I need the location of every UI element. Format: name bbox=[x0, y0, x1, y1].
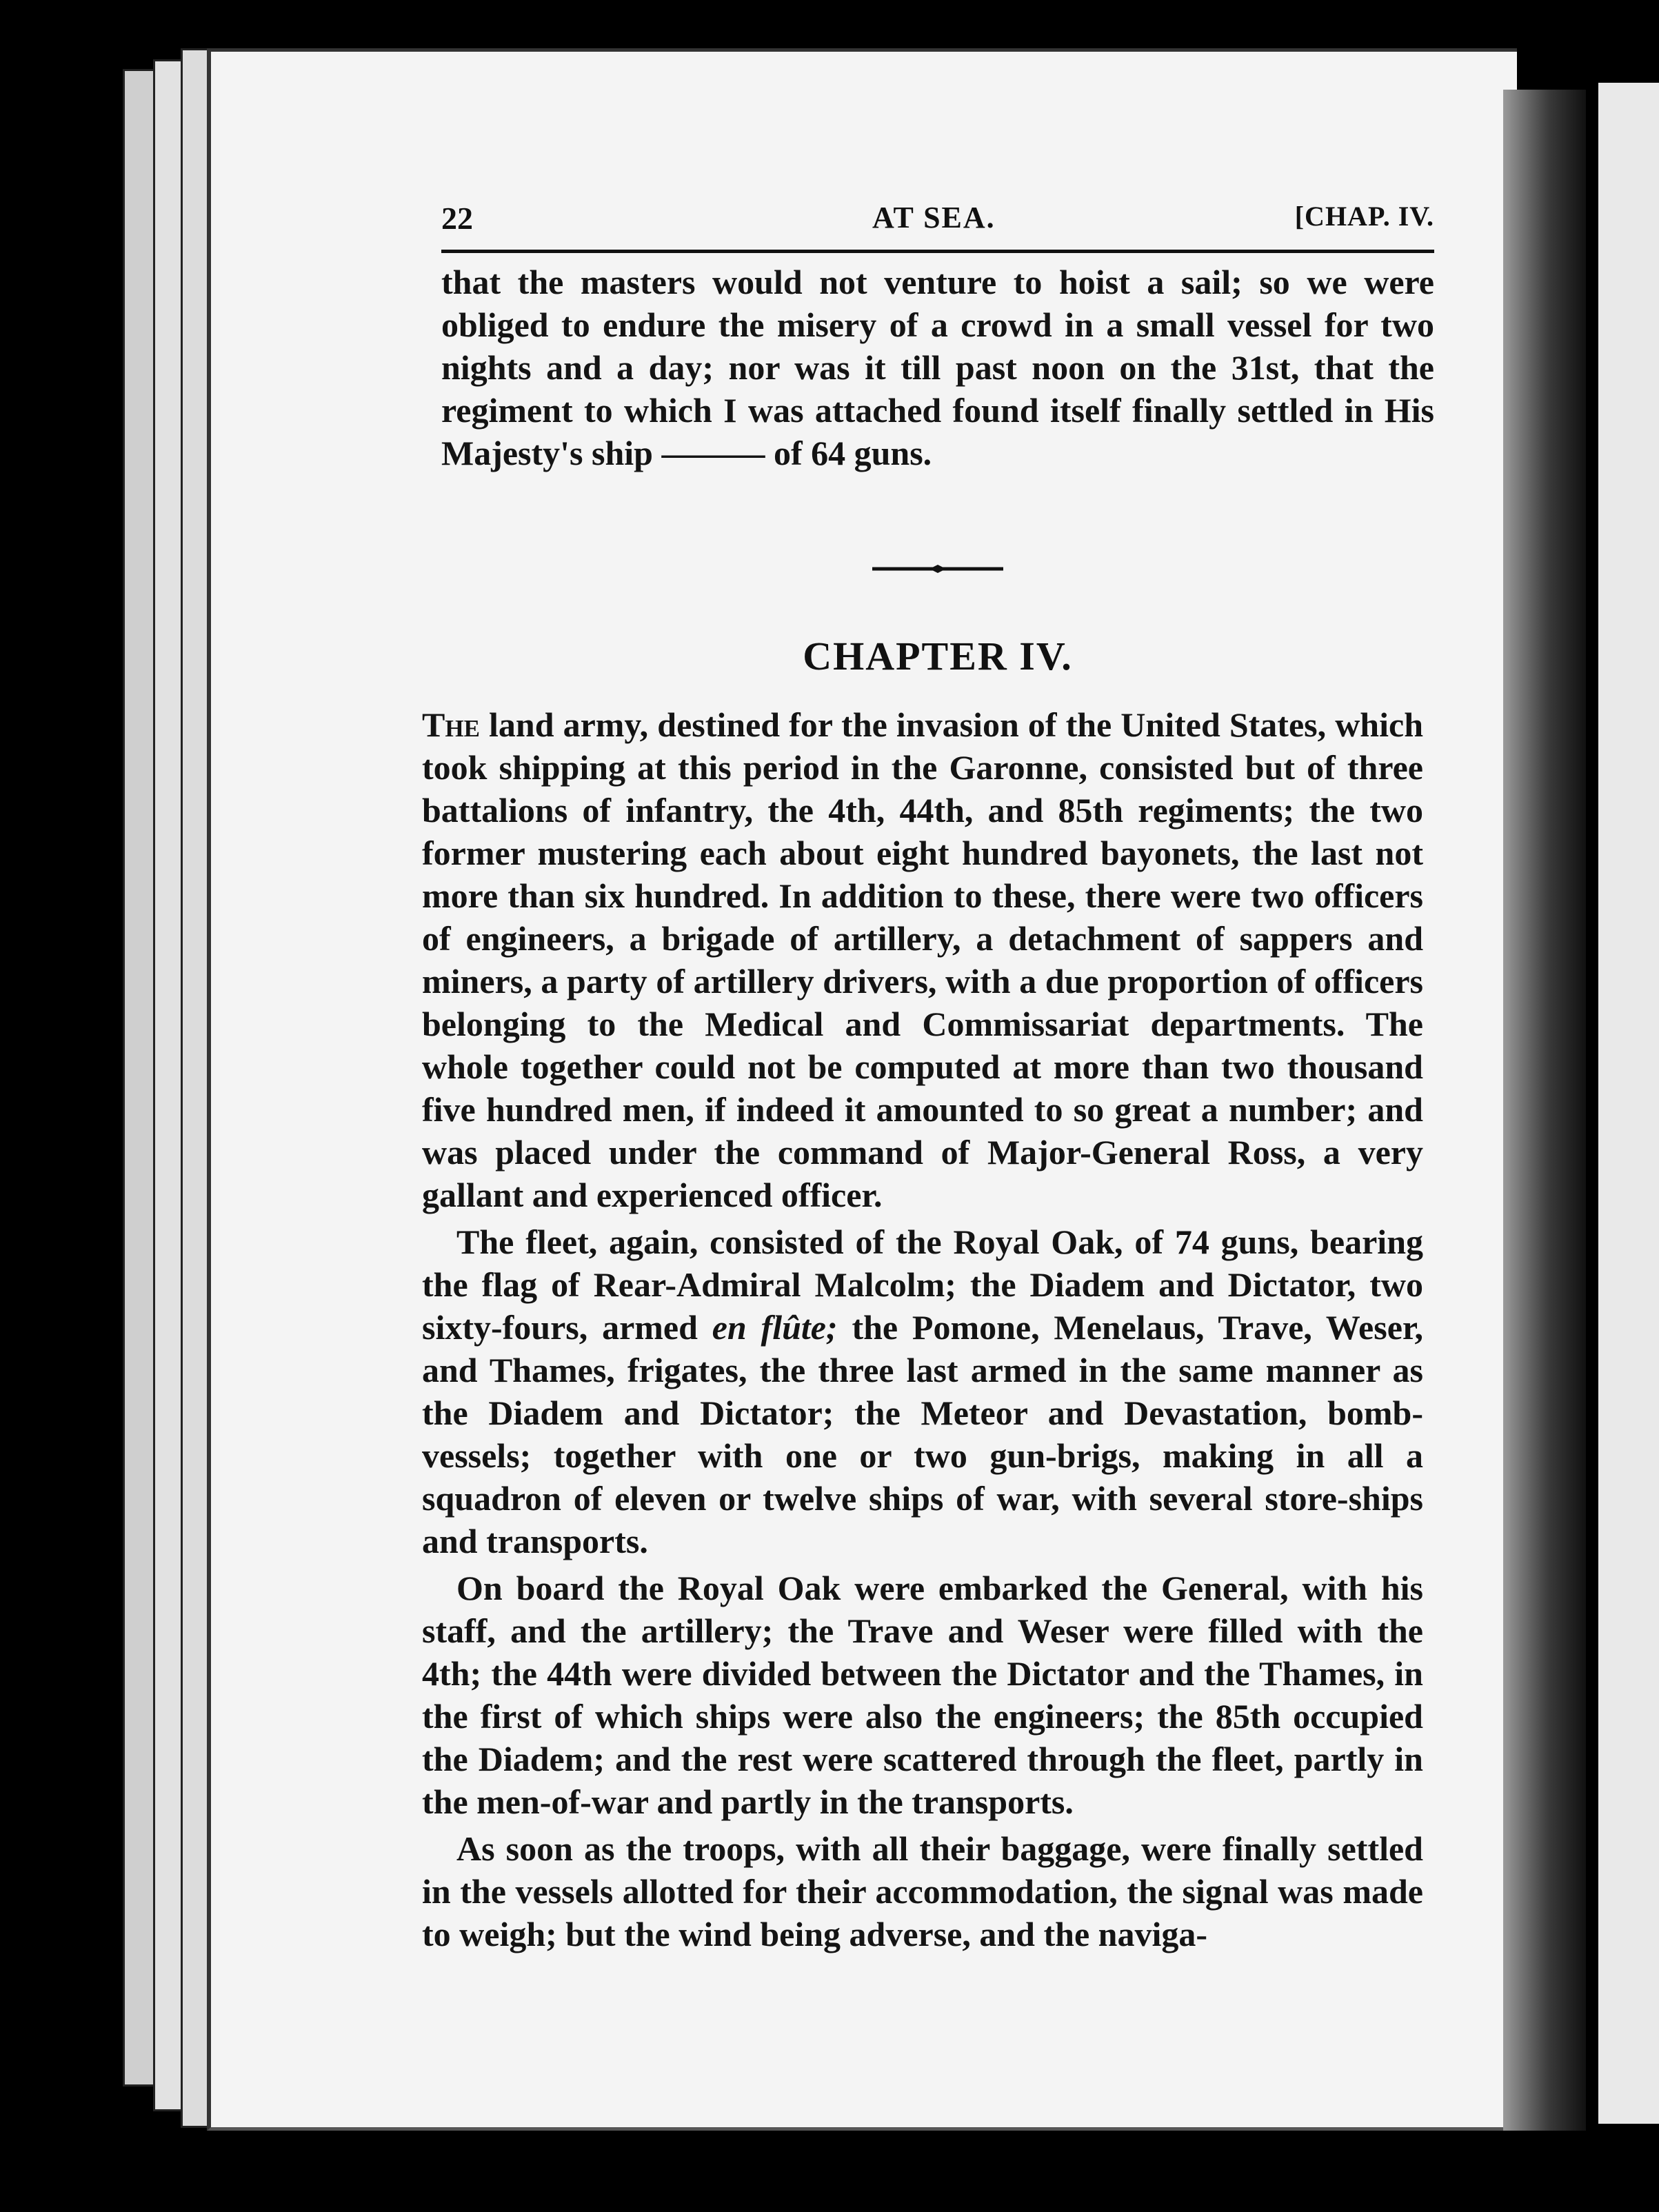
paragraph-lead-word: The bbox=[422, 705, 480, 744]
italic-phrase: en flûte; bbox=[712, 1308, 838, 1347]
paragraph bbox=[422, 703, 1423, 1216]
running-header bbox=[234, 200, 1434, 255]
paragraph bbox=[422, 1220, 1423, 1562]
next-page-sliver bbox=[1598, 83, 1659, 2124]
page-gutter bbox=[1503, 90, 1586, 2131]
chapter-heading: CHAPTER IV. bbox=[803, 634, 1073, 678]
chapter-body bbox=[422, 703, 1423, 1960]
paragraph-text: land army, destined for the invasion of the United States, which took shipping at this period in the Garonne, consisted but of three battalions of infantry, the 4th, 44th, and 85th regiments; the two former mustering each about eight hundred bayonets, the last not more than six hundred. In addition to these, there were two officers of engineers, a brigade of artillery, a detachment of sappers and miners, a party of artillery drivers, with a due proportion of officers belonging to the Medical and Commissariat departments. The whole together could not be computed at more than two thousand five hundred men, if indeed it amounted to so great a number; and was placed under the command of Major-General Ross, a very gallant and experienced officer. bbox=[422, 705, 1423, 1214]
section-divider-ornament bbox=[872, 564, 1003, 574]
paragraph-text: The fleet, again, consisted of the Royal Oak, of 74 guns, bearing the flag of Rear-Admiral Malcolm; the Diadem and Dictator, two sixty-fours, armed bbox=[422, 1223, 1423, 1347]
paragraph-text: As soon as the troops, with all their baggage, were finally settled in the vessels allotted for their accommodation, the signal was made to weigh; but the wind being adverse, and the naviga- bbox=[422, 1829, 1423, 1953]
page-number: 22 bbox=[441, 201, 473, 236]
paragraph bbox=[422, 1567, 1423, 1823]
paragraph-text: that the masters would not venture to hoist a sail; so we were obliged to endure the misery of a crowd in a small vessel for two nights and a day; nor was it till past noon on the 31st, that the regiment to which I was attached found itself finally settled in His Majesty's ship ——— of 64 guns. bbox=[441, 263, 1434, 472]
continued-paragraph bbox=[441, 261, 1434, 474]
chapter-reference: [CHAP. IV. bbox=[1294, 201, 1434, 232]
header-rule bbox=[441, 250, 1434, 253]
paragraph-text: On board the Royal Oak were embarked the General, with his staff, and the artillery; the Trave and Weser were filled with the 4th; the 44th were divided between the Dictator and the Thames, in the first of which ships were also the engineers; the 85th occupied the Diadem; and the rest were scattered through the fleet, partly in the men-of-war and partly in the transports. bbox=[422, 1569, 1423, 1821]
running-title: AT SEA. bbox=[872, 201, 996, 234]
paragraph bbox=[422, 1827, 1423, 1955]
paragraph-text: the Pomone, Menelaus, Trave, Weser, and Thames, frigates, the three last armed in the same manner as the Diadem and Dictator; the Meteor and Devastation, bomb-vessels; together with one or two gun-brigs, making in all a squadron of eleven or twelve ships of war, with several store-ships and transports. bbox=[422, 1308, 1423, 1560]
